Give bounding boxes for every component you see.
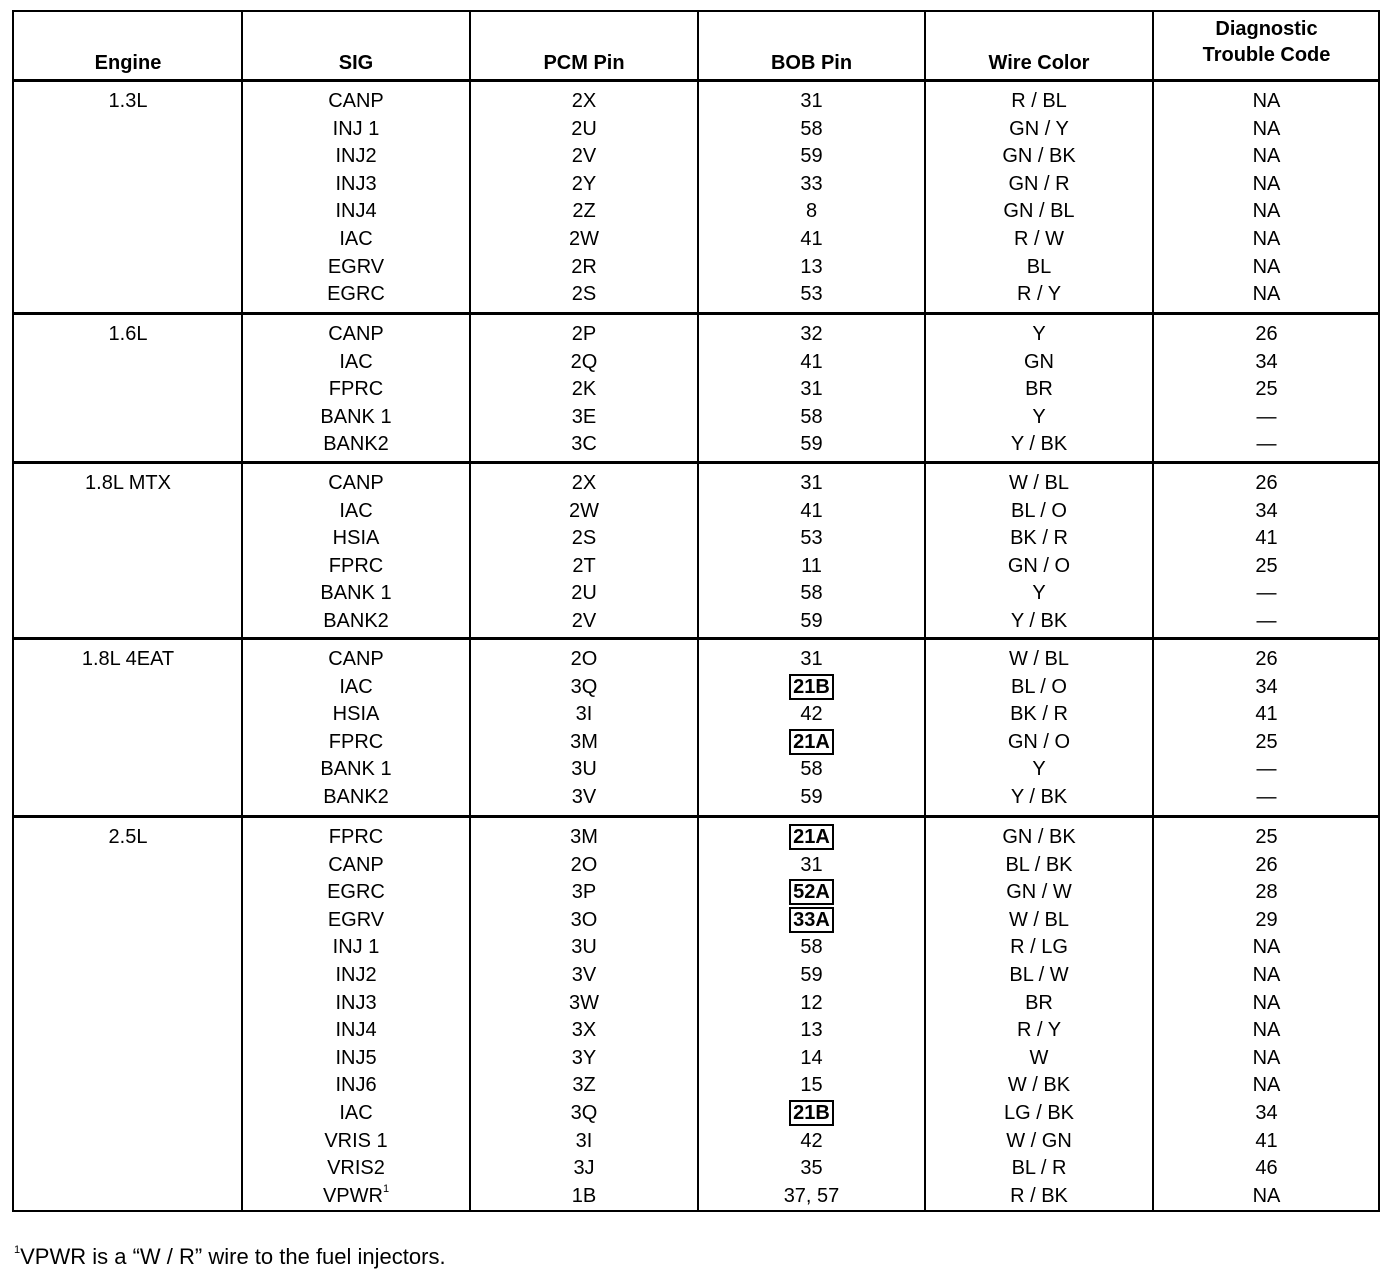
cell-sig: BANK 1: [320, 405, 392, 428]
cell-dtc: 26: [1255, 853, 1278, 876]
cell-dtc: NA: [1252, 964, 1281, 986]
cell-sig: INJ2: [335, 964, 377, 986]
cell-bob: 42: [800, 703, 823, 726]
cell-sig: INJ2: [335, 145, 377, 168]
cell-sig: HSIA: [332, 703, 380, 726]
cell-dtc: —: [1256, 758, 1277, 781]
cell-wire: W / BL: [1008, 908, 1069, 931]
cell-dtc: —: [1256, 610, 1277, 632]
cell-dtc: 34: [1255, 1102, 1278, 1124]
cell-pcm: 3W: [569, 991, 599, 1014]
cell-wire: R / Y: [1016, 1019, 1062, 1042]
cell-dtc: NA: [1252, 145, 1281, 168]
cell-wire: Y / BK: [1010, 610, 1068, 632]
cell-wire: GN / BK: [1002, 145, 1076, 168]
cell-dtc: NA: [1252, 1184, 1281, 1207]
cell-pcm: 2O: [570, 853, 598, 876]
cell-pcm: 2R: [571, 255, 597, 278]
cell-dtc: NA: [1252, 255, 1281, 278]
cell-sig: VRIS2: [327, 1157, 385, 1180]
cell-sig: INJ4: [335, 200, 377, 223]
cell-dtc: 41: [1255, 527, 1278, 550]
cell-dtc: 28: [1255, 881, 1278, 904]
header-pcm-pin: PCM Pin: [543, 52, 625, 74]
cell-sig: FPRC: [328, 554, 384, 577]
cell-bob: [698, 907, 925, 935]
cell-wire: W: [1029, 1046, 1049, 1069]
cell-pcm: 2X: [571, 472, 597, 494]
cell-wire: W / BK: [1007, 1074, 1071, 1097]
cell-dtc: 26: [1255, 323, 1278, 345]
cell-pcm: 3Q: [570, 1102, 598, 1124]
cell-sig: IAC: [339, 675, 373, 698]
cell-wire: GN / R: [1008, 172, 1070, 195]
footnote-ref: 1: [382, 1182, 390, 1195]
header-sig: SIG: [338, 52, 374, 74]
cell-bob: 31: [800, 378, 823, 401]
cell-sig: INJ3: [335, 991, 377, 1014]
cell-sig: FPRC: [328, 730, 384, 753]
cell-wire: GN / BK: [1002, 826, 1076, 848]
cell-sig: HSIA: [332, 527, 380, 550]
cell-sig: FPRC: [328, 826, 384, 848]
cell-dtc: NA: [1252, 90, 1281, 112]
cell-wire: Y / BK: [1010, 433, 1068, 456]
cell-dtc: 41: [1255, 703, 1278, 726]
boxed-bob-pin: 21A: [789, 729, 834, 755]
engine-label: 1.8L MTX: [85, 472, 171, 494]
cell-pcm: 3Q: [570, 675, 598, 698]
cell-wire: Y: [1032, 405, 1046, 428]
cell-bob: 13: [800, 255, 823, 278]
cell-pcm: 2U: [571, 117, 597, 140]
cell-bob: 14: [800, 1046, 823, 1069]
footnote-marker: 1: [14, 1244, 21, 1256]
cell-dtc: —: [1256, 433, 1277, 456]
footnote: [14, 1244, 446, 1270]
cell-pcm: 3U: [571, 936, 597, 959]
cell-bob: [698, 879, 925, 907]
cell-bob: 41: [800, 499, 823, 522]
cell-sig: INJ3: [335, 172, 377, 195]
cell-pcm: 3C: [571, 433, 597, 456]
boxed-bob-pin: 52A: [789, 879, 834, 905]
cell-pcm: 2S: [571, 283, 597, 306]
engine-label: 2.5L: [108, 826, 148, 848]
cell-pcm: 2Q: [570, 350, 598, 373]
cell-dtc: NA: [1252, 1046, 1281, 1069]
cell-pcm: 3J: [573, 1157, 595, 1180]
cell-sig: EGRC: [327, 283, 385, 306]
cell-wire: R / LG: [1010, 936, 1068, 959]
cell-sig: BANK2: [323, 433, 389, 456]
cell-pcm: 2W: [569, 499, 599, 522]
cell-sig: BANK 1: [320, 758, 392, 781]
cell-dtc: —: [1256, 582, 1277, 605]
cell-dtc: 25: [1255, 730, 1278, 753]
boxed-bob-pin: 21A: [789, 824, 834, 850]
cell-pcm: 3I: [575, 1129, 593, 1152]
cell-bob: 41: [800, 350, 823, 373]
cell-sig: IAC: [339, 228, 373, 250]
cell-bob: [698, 1100, 925, 1128]
cell-pcm: 3Z: [572, 1074, 596, 1097]
cell-bob: 59: [800, 145, 823, 168]
cell-wire: LG / BK: [1003, 1102, 1075, 1124]
cell-bob: 31: [800, 853, 823, 876]
cell-pcm: 3P: [571, 881, 597, 904]
row-divider: [14, 312, 1378, 315]
cell-bob: 58: [800, 582, 823, 605]
cell-wire: GN: [1024, 350, 1054, 373]
cell-pcm: 2S: [571, 527, 597, 550]
cell-dtc: 29: [1255, 908, 1278, 931]
cell-bob: 53: [800, 283, 823, 306]
cell-sig: CANP: [328, 323, 384, 345]
row-divider: [14, 637, 1378, 640]
cell-bob: 58: [800, 117, 823, 140]
cell-bob: 59: [800, 786, 823, 808]
cell-bob: 53: [800, 527, 823, 550]
engine-label: 1.3L: [108, 90, 148, 112]
cell-wire: W / BL: [1008, 472, 1069, 494]
cell-wire: BL / W: [1009, 964, 1069, 986]
cell-bob: 8: [805, 200, 818, 223]
cell-bob: 42: [800, 1129, 823, 1152]
cell-pcm: 3M: [570, 826, 598, 848]
cell-pcm: 2V: [571, 610, 597, 632]
cell-bob: 59: [800, 433, 823, 456]
cell-sig: EGRC: [327, 881, 385, 904]
cell-sig: CANP: [328, 90, 384, 112]
cell-dtc: 25: [1255, 826, 1278, 848]
cell-bob: 59: [800, 610, 823, 632]
cell-dtc: NA: [1252, 1019, 1281, 1042]
cell-pcm: 3M: [570, 730, 598, 753]
cell-pcm: 3X: [571, 1019, 597, 1042]
cell-dtc: 26: [1255, 472, 1278, 494]
cell-bob: 13: [800, 1019, 823, 1042]
cell-bob: 58: [800, 936, 823, 959]
cell-sig: IAC: [339, 499, 373, 522]
cell-bob: 11: [801, 554, 822, 577]
cell-dtc: NA: [1252, 283, 1281, 306]
cell-dtc: 26: [1255, 648, 1278, 670]
cell-wire: BL / BK: [1005, 853, 1073, 876]
cell-sig: IAC: [339, 1102, 373, 1124]
cell-bob: 59: [800, 964, 823, 986]
cell-wire: GN / BL: [1003, 200, 1075, 223]
cell-sig: BANK 1: [320, 582, 392, 605]
cell-wire: BK / R: [1010, 527, 1068, 550]
cell-wire: BK / R: [1010, 703, 1068, 726]
cell-sig: CANP: [328, 853, 384, 876]
cell-pcm: 2X: [571, 90, 597, 112]
cell-wire: R / BL: [1011, 90, 1067, 112]
cell-sig: BANK2: [323, 786, 389, 808]
cell-dtc: 41: [1255, 1129, 1278, 1152]
cell-bob: 15: [800, 1074, 823, 1097]
cell-wire: Y: [1032, 323, 1046, 345]
cell-sig: CANP: [328, 472, 384, 494]
pinout-table: [12, 10, 1380, 1212]
cell-sig: BANK2: [323, 610, 389, 632]
cell-pcm: 2Y: [571, 172, 597, 195]
cell-wire: GN / Y: [1009, 117, 1069, 140]
engine-label: 1.8L 4EAT: [81, 648, 175, 670]
header-bob-pin: BOB Pin: [770, 52, 853, 74]
cell-sig: [242, 1183, 470, 1211]
cell-wire: W / BL: [1008, 648, 1069, 670]
header-dtc: Diagnostic Trouble Code: [1202, 18, 1331, 66]
sig-text: VPWR: [322, 1184, 383, 1207]
cell-wire: R / Y: [1016, 283, 1062, 306]
cell-bob: [698, 674, 925, 702]
cell-wire: R / BK: [1010, 1184, 1068, 1207]
cell-sig: INJ6: [335, 1074, 377, 1097]
cell-wire: BL / O: [1011, 499, 1067, 522]
cell-pcm: 2P: [571, 323, 597, 345]
cell-dtc: 25: [1255, 554, 1278, 577]
cell-pcm: 3Y: [571, 1046, 597, 1069]
cell-wire: GN / O: [1007, 730, 1071, 753]
cell-sig: IAC: [339, 350, 373, 373]
cell-dtc: NA: [1252, 200, 1281, 223]
header-engine: Engine: [94, 52, 162, 74]
cell-bob: [698, 824, 925, 852]
cell-dtc: 34: [1255, 350, 1278, 373]
cell-bob: 12: [800, 991, 823, 1014]
cell-dtc: 34: [1255, 675, 1278, 698]
cell-sig: INJ4: [335, 1019, 377, 1042]
cell-wire: W / GN: [1006, 1129, 1072, 1152]
cell-wire: BL / O: [1011, 675, 1067, 698]
cell-dtc: 25: [1255, 378, 1278, 401]
cell-pcm: 2W: [569, 228, 599, 250]
cell-bob: 31: [800, 472, 823, 494]
header-wire-color: Wire Color: [988, 52, 1090, 74]
boxed-bob-pin: 33A: [789, 907, 834, 933]
cell-wire: BL: [1026, 255, 1052, 278]
cell-wire: BR: [1025, 991, 1053, 1014]
cell-bob: 37, 57: [783, 1184, 840, 1207]
cell-dtc: NA: [1252, 228, 1281, 250]
cell-pcm: 2U: [571, 582, 597, 605]
cell-wire: GN / W: [1006, 881, 1072, 904]
cell-pcm: 3E: [571, 405, 597, 428]
cell-sig: INJ 1: [332, 117, 380, 140]
cell-pcm: 3O: [570, 908, 598, 931]
cell-bob: 31: [800, 648, 823, 670]
cell-pcm: 3U: [571, 758, 597, 781]
cell-bob: 33: [800, 172, 823, 195]
cell-pcm: 2K: [571, 378, 597, 401]
cell-sig: VRIS 1: [324, 1129, 388, 1152]
cell-pcm: 2O: [570, 648, 598, 670]
row-divider: [14, 815, 1378, 818]
cell-wire: Y / BK: [1010, 786, 1068, 808]
cell-wire: BL / R: [1011, 1157, 1067, 1180]
cell-pcm: 2T: [572, 554, 596, 577]
cell-bob: 35: [800, 1157, 823, 1180]
cell-sig: EGRV: [327, 908, 385, 931]
cell-sig: INJ 1: [332, 936, 380, 959]
cell-dtc: —: [1256, 405, 1277, 428]
cell-dtc: NA: [1252, 172, 1281, 195]
cell-pcm: 2V: [571, 145, 597, 168]
cell-dtc: NA: [1252, 936, 1281, 959]
cell-bob: 58: [800, 405, 823, 428]
cell-dtc: NA: [1252, 117, 1281, 140]
cell-bob: [698, 729, 925, 757]
cell-sig: EGRV: [327, 255, 385, 278]
cell-bob: 32: [800, 323, 823, 345]
cell-pcm: 2Z: [572, 200, 596, 223]
cell-bob: 41: [800, 228, 823, 250]
cell-pcm: 3V: [571, 964, 597, 986]
cell-wire: Y: [1032, 758, 1046, 781]
cell-dtc: —: [1256, 786, 1277, 808]
cell-wire: R / W: [1014, 228, 1064, 250]
cell-dtc: NA: [1252, 1074, 1281, 1097]
cell-pcm: 3V: [571, 786, 597, 808]
cell-dtc: 34: [1255, 499, 1278, 522]
cell-bob: 31: [800, 90, 823, 112]
engine-label: 1.6L: [108, 323, 148, 345]
cell-pcm: 3I: [575, 703, 593, 726]
cell-wire: BR: [1025, 378, 1053, 401]
cell-bob: 58: [800, 758, 823, 781]
boxed-bob-pin: 21B: [789, 674, 834, 700]
cell-pcm: 1B: [571, 1184, 597, 1207]
footnote-text: VPWR is a “W / R” wire to the fuel injectors.: [20, 1244, 446, 1269]
cell-sig: INJ5: [335, 1046, 377, 1069]
boxed-bob-pin: 21B: [789, 1100, 834, 1126]
cell-sig: CANP: [328, 648, 384, 670]
cell-wire: GN / O: [1007, 554, 1071, 577]
cell-dtc: NA: [1252, 991, 1281, 1014]
cell-wire: Y: [1032, 582, 1046, 605]
row-divider: [14, 461, 1378, 464]
cell-dtc: 46: [1255, 1157, 1278, 1180]
cell-sig: FPRC: [328, 378, 384, 401]
